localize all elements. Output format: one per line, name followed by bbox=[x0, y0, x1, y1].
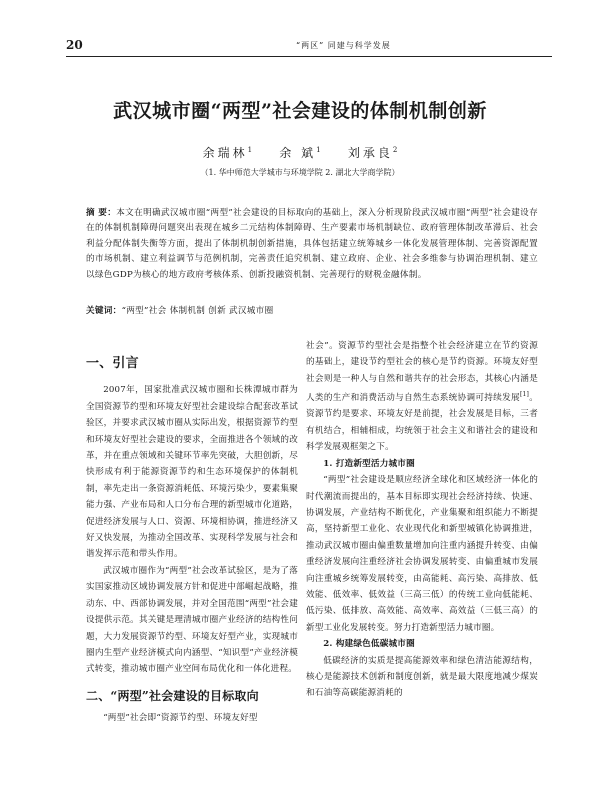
abstract-label: 摘 要： bbox=[86, 208, 117, 218]
subsection-heading: 2. 构建绿色低碳城市圈 bbox=[323, 639, 415, 650]
subsection-heading: 1. 打造新型活力城市圈 bbox=[323, 458, 415, 469]
page-number: 20 bbox=[66, 38, 83, 52]
keywords-label: 关键词： bbox=[86, 306, 122, 316]
body-paragraph bbox=[306, 338, 538, 456]
section-heading-goals: 二、“两型”社会建设的目标取向 bbox=[86, 688, 259, 703]
author-affil-mark: 1 bbox=[247, 146, 253, 154]
affiliations: （1. 华中师范大学城市与环境学院 2. 湖北大学商学院） bbox=[200, 168, 400, 177]
running-title: “两区” 同建与科学发展 bbox=[296, 41, 391, 50]
citation-ref: [1] bbox=[519, 391, 530, 399]
body-paragraph: 武汉城市圈作为“两型”社会改革试验区，是为了落实国家推动区域协调发展方针和促进中部崛起战略，推动东、中、西部协调发展，并对全国范围“两型”社会建设提供示范。其关键是理清城市圈产业经济的结构性问题，大力发展资源节约型、环境友好型产业，实现城市圈内生型产业经济模式向内涵型、“知识型”产业经济模式转变，推动城市圈产业空间布局优化和一体化进程。 bbox=[86, 565, 298, 675]
author-name: 余瑞林 bbox=[202, 146, 248, 160]
section-heading-introduction: 一、引言 bbox=[86, 356, 139, 371]
right-column bbox=[306, 338, 538, 702]
body-paragraph: 低碳经济的实质是提高能源效率和绿色清洁能源结构，核心是能源技术创新和制度创新，就是最大限度地减少煤炭和石油等高碳能源消耗的 bbox=[306, 655, 538, 699]
page-header bbox=[66, 38, 552, 54]
body-paragraph: “两型”社会建设是顺应经济全球化和区域经济一体化的时代潮流而提出的，基本目标即实现社会经济持续、快速、协调发展，产业结构不断优化，产业集聚和组织能力不断提高，坚持新型工业化、农业现代化和新型城镇化协调推进，推动武汉城市圈由偏重数量增加向注重内涵提升转变、由偏重经济发展向注重经济社会协调发展转变、由偏重城市发展向注重城乡统筹发展转变，由高能耗、高污染、高排放、低效能、低效率、低效益（三高三低）的传统工业向低能耗、低污染、低排放、高效能、高效率、高效益（三低三高）的新型工业化发展转变。努力打造新型活力城市圈。 bbox=[306, 475, 538, 633]
author-name: 刘承良 bbox=[347, 146, 393, 160]
keywords bbox=[86, 304, 538, 316]
paragraph-text: 社会”。资源节约型社会是指整个社会经济建立在节约资源的基础上，建设节约型社会的核心是节约资源。环境友好型社会则是一种人与自然和谐共存的社会形态，其核心内涵是人类的生产和消费活动与自然生态系统协调可持续发展 bbox=[306, 341, 538, 404]
body-paragraph: “两型”社会即“资源节约型、环境友好型 bbox=[103, 713, 258, 724]
header-rule bbox=[66, 56, 552, 57]
author-affil-mark: 1 bbox=[316, 146, 321, 154]
paper-title: 武汉城市圈“两型”社会建设的体制机制创新 bbox=[113, 100, 487, 122]
author-name: 余 斌 bbox=[279, 146, 317, 160]
abstract-text: 本文在明确武汉城市圈“两型”社会建设的目标取向的基础上，深入分析现阶段武汉城市圈“两型”社会建设存在的体制机制障碍问题突出表现在城乡二元结构体制障碍、生产要素市场机制缺位、政府管理体制改革滞后、社会利益分配体制失衡等方面，提出了体制机制创新措施，具体包括建立统筹城乡一体化发展管理体制、完善资源配置的市场机制、建立利益调节与范例机制，完善责任追究机制、建立政府、企业、社会多维参与协调治理机制、建立以绿色GDP为核心的地方政府考核体系、创新投融资机制、完善现行的财税金融体制。 bbox=[86, 208, 538, 280]
left-column bbox=[86, 356, 298, 727]
abstract bbox=[86, 206, 538, 283]
keywords-text: “两型”社会 体制机制 创新 武汉城市圈 bbox=[121, 306, 274, 316]
body-paragraph: 2007年，国家批准武汉城市圈和长株潭城市群为全国资源节约型和环境友好型社会建设综合配套改革试验区，并要求武汉城市圈从实际出发，根据资源节约型和环境友好型社会建设的要求，全面推进各个领域的改革，并在重点领域和关键环节率先突破，大胆创新，尽快形成有利于能源资源节约和生态环境保护的体制机制，率先走出一条资源消耗低、环境污染少，要素集聚能力强、产业布局和人口分布合理的新型城市化道路，促进经济发展与人口、资源、环境相协调，推进经济又好又快发展，为推动全国改革、实现科学发展与社会和谐发挥示范和带头作用。 bbox=[86, 385, 298, 560]
author-list bbox=[0, 144, 600, 161]
paragraph-text: 。资源节约是要求、环境友好是前提，社会发展是目标，三者有机结合，相辅相成，均统领于社会主义和谐社会的建设和科学发展观框架之下。 bbox=[306, 393, 538, 453]
author-affil-mark: 2 bbox=[392, 146, 398, 154]
